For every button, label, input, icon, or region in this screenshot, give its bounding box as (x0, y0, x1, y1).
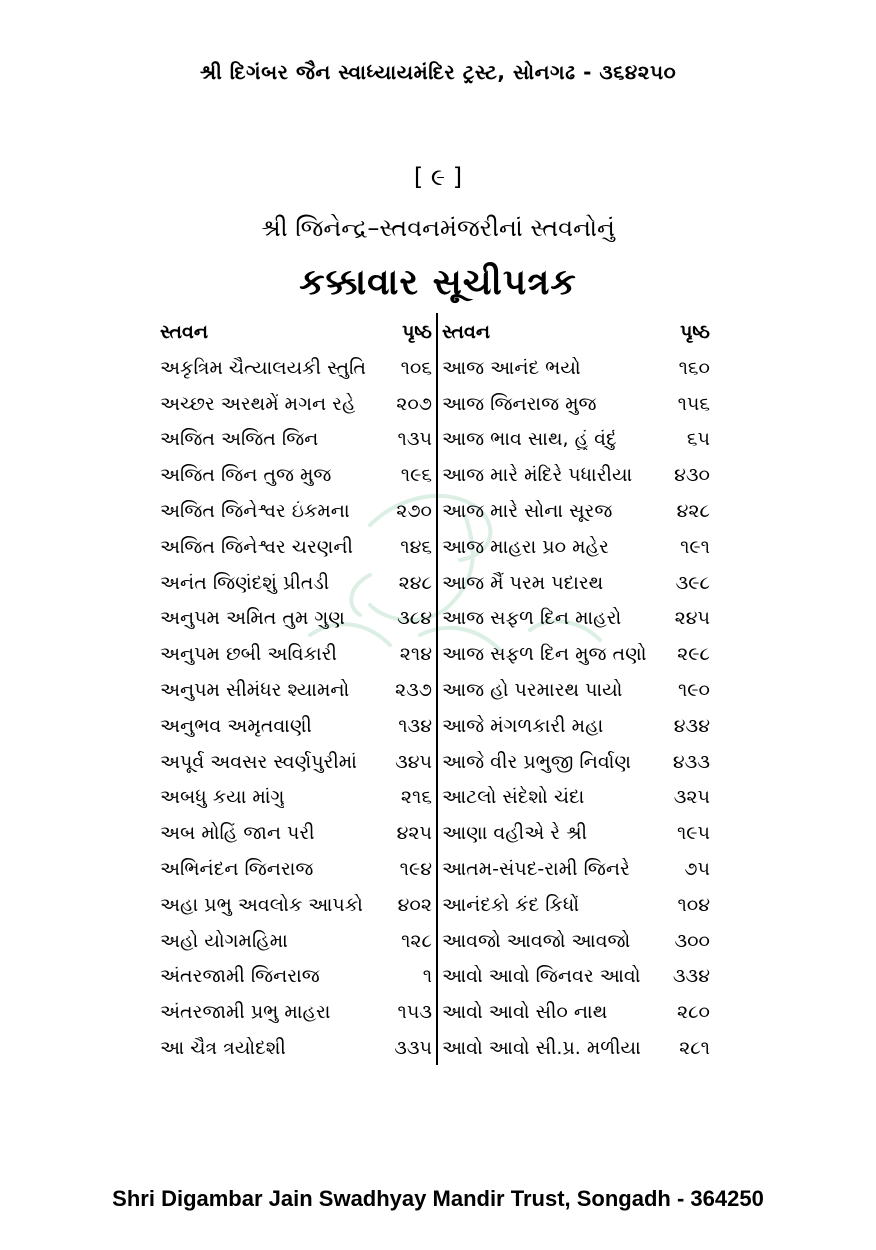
page-footer: Shri Digambar Jain Swadhyay Mandir Trust, Songadh - 364250 (112, 1186, 764, 1211)
list-item (442, 994, 710, 1030)
list-item (160, 493, 432, 529)
list-item (442, 457, 710, 493)
entry-name: અકૃત્રિમ ચૈત્યાલયકી સ્તુતિ (160, 356, 366, 379)
entry-name: આજ માહરા પ્ર૦ મહેર (442, 535, 609, 558)
list-item (160, 386, 432, 422)
entry-page: ૧૩૫ (397, 428, 432, 451)
list-item (442, 350, 710, 386)
list-item (160, 959, 432, 995)
entry-page: ૨૭૦ (396, 500, 432, 523)
entry-page: ૧૪૬ (400, 535, 432, 558)
entry-name: આજ સફળ દિન માહરો (442, 607, 622, 630)
entry-page: ૧ (422, 965, 432, 988)
list-item (442, 851, 710, 887)
entry-page: ૧૯૧ (680, 535, 710, 558)
entry-page: ૪૩૩ (672, 750, 710, 773)
left-header-row (160, 314, 432, 350)
entry-page: ૨૮૦ (676, 1001, 710, 1024)
entry-name: આ ચૈત્ર ત્રયોદશી (160, 1037, 286, 1060)
entry-name: અંતરજામી પ્રભુ માહરા (160, 1001, 331, 1024)
entry-name: અહો યોગમહિમા (160, 929, 288, 952)
list-item (442, 959, 710, 995)
entry-page: ૩૯૮ (675, 571, 710, 594)
entry-name: અનુભવ અમૃતવાણી (160, 714, 312, 737)
list-item (160, 744, 432, 780)
entry-page: ૭૫ (684, 858, 710, 881)
entry-name: આવો આવો સી૦ નાથ (442, 1001, 608, 1024)
entry-page: ૨૩૭ (394, 679, 432, 702)
entry-page: ૧૩૪ (398, 714, 432, 737)
entry-page: ૧૨૮ (401, 929, 432, 952)
entry-name: અજિત જિન તુજ મુજ (160, 464, 332, 487)
entry-name: અનુપમ છબી અવિકારી (160, 643, 337, 666)
list-item (442, 1030, 710, 1066)
entry-name: અહા પ્રભુ અવલોક આપકો (160, 893, 363, 916)
entry-page: ૧૫૩ (397, 1001, 432, 1024)
list-item (442, 422, 710, 458)
list-item (442, 565, 710, 601)
entry-name: આનંદકો કંદ કિધોં (442, 893, 580, 916)
entry-page: ૩૪૫ (395, 750, 432, 773)
list-item (442, 493, 710, 529)
entry-name: આજે વીર પ્રભુજી નિર્વાણ (442, 750, 631, 773)
list-item (442, 708, 710, 744)
list-item (160, 780, 432, 816)
entry-page: ૩૩૫ (394, 1037, 432, 1060)
entry-name: આજ હો પરમારથ પાયો (442, 679, 623, 702)
entry-page: ૨૦૭ (396, 392, 432, 415)
entry-page: ૩૨૫ (673, 786, 710, 809)
list-item (160, 994, 432, 1030)
list-item (160, 529, 432, 565)
entry-name: આજ મારે સોના સૂરજ (442, 500, 613, 523)
entry-page: ૨૪૫ (674, 607, 710, 630)
list-item (160, 923, 432, 959)
entry-name: અનંત જિણંદશું પ્રીતડી (160, 571, 330, 594)
entry-page: ૪૩૦ (674, 464, 710, 487)
entry-name: આજ મારે મંદિરે પધારીયા (442, 464, 633, 487)
list-item (442, 601, 710, 637)
entry-name: અબ મોહિં જાન પરી (160, 822, 315, 845)
list-item (442, 636, 710, 672)
column-header-name: સ્તવન (160, 321, 208, 343)
entry-page: ૩૦૦ (674, 929, 710, 952)
entry-page: ૧૯૦ (678, 679, 710, 702)
entry-page: ૧૬૦ (678, 356, 710, 379)
list-item (160, 851, 432, 887)
column-header-name: સ્તવન (442, 321, 490, 343)
entry-page: ૧૯૪ (399, 858, 432, 881)
entry-name: આજ ભાવ સાથ, હું વંદું (442, 428, 617, 451)
column-header-page: પૃષ્ઠ (680, 321, 710, 343)
list-item (160, 815, 432, 851)
entry-page: ૨૮૧ (679, 1037, 710, 1060)
list-item (160, 422, 432, 458)
list-item (442, 744, 710, 780)
column-divider (436, 313, 438, 1065)
entry-page: ૪૨૮ (676, 500, 710, 523)
entry-name: અનુપમ અમિત તુમ ગુણ (160, 607, 345, 630)
entry-name: અંતરજામી જિનરાજ (160, 965, 320, 988)
list-item (160, 636, 432, 672)
entry-page: ૧૯૬ (400, 464, 432, 487)
list-item (160, 601, 432, 637)
page-header: શ્રી દિગંબર જૈન સ્વાધ્યાયમંદિર ટ્રસ્ટ, સોનગઢ - ૩૬૪૨૫૦ (199, 60, 677, 84)
entry-name: આવો આવો સી.પ્ર. મળીયા (442, 1037, 641, 1060)
list-item (442, 780, 710, 816)
entry-page: ૨૯૮ (677, 643, 710, 666)
entry-name: આવો આવો જિનવર આવો (442, 965, 641, 988)
entry-name: અજિત જિનેશ્વર ચરણની (160, 535, 353, 558)
entry-page: ૧૫૬ (677, 392, 710, 415)
list-item (442, 672, 710, 708)
column-header-page: પૃષ્ઠ (402, 321, 432, 343)
list-item (442, 923, 710, 959)
entry-page: ૧૦૪ (677, 893, 710, 916)
list-item (442, 887, 710, 923)
entry-name: અપૂર્વ અવસર સ્વર્ણપુરીમાં (160, 750, 357, 773)
page-title: કક્કાવાર સૂચીપત્રક (299, 262, 577, 303)
entry-name: અભિનંદન જિનરાજ (160, 858, 314, 881)
list-item (160, 708, 432, 744)
entry-name: આજ જિનરાજ મુજ (442, 392, 597, 415)
entry-name: અબધુ કયા માંગુ (160, 786, 285, 809)
page-number: [ ૯ ] (413, 163, 463, 191)
list-item (160, 565, 432, 601)
entry-name: આટલો સંદેશો ચંદા (442, 786, 585, 809)
entry-page: ૪૩૪ (673, 714, 710, 737)
entry-name: આતમ-સંપદ-રામી જિનરે (442, 858, 630, 881)
right-header-row (442, 314, 710, 350)
entry-page: ૩૮૪ (397, 607, 432, 630)
list-item (442, 529, 710, 565)
entry-name: આજે મંગળકારી મહા (442, 714, 604, 737)
left-column (160, 314, 432, 1066)
entry-page: ૩૩૪ (672, 965, 710, 988)
entry-name: અજિત અજિત જિન (160, 428, 319, 451)
right-column (442, 314, 710, 1066)
list-item (160, 350, 432, 386)
list-item (160, 887, 432, 923)
entry-name: અનુપમ સીમંધર શ્યામનો (160, 679, 350, 702)
list-item (160, 672, 432, 708)
entry-page: ૪૨૫ (396, 822, 432, 845)
list-item (160, 1030, 432, 1066)
entry-name: આજ મૈં પરમ પદારથ (442, 571, 604, 594)
entry-page: ૪૦૨ (397, 893, 432, 916)
entry-page: ૧૦૬ (400, 356, 432, 379)
entry-name: આણા વહીએ રે શ્રી (442, 822, 588, 845)
entry-page: ૨૧૬ (400, 786, 432, 809)
entry-name: આજ સફળ દિન મુજ તણો (442, 643, 647, 666)
entry-page: ૧૯૫ (676, 822, 710, 845)
list-item (160, 457, 432, 493)
entry-page: ૬૫ (686, 428, 710, 451)
list-item (442, 815, 710, 851)
entry-page: ૨૪૮ (398, 571, 432, 594)
entry-name: અચ્છર અરથમેં મગન રહે (160, 392, 356, 415)
entry-name: આજ આનંદ ભયો (442, 356, 581, 379)
entry-page: ૨૧૪ (399, 643, 432, 666)
entry-name: આવજો આવજો આવજો (442, 929, 631, 952)
list-item (442, 386, 710, 422)
subtitle: શ્રી જિનેન્દ્ર–સ્તવનમંજરીનાં સ્તવનોનું (261, 214, 615, 242)
entry-name: અજિત જિનેશ્વર ઇંકમના (160, 500, 350, 523)
